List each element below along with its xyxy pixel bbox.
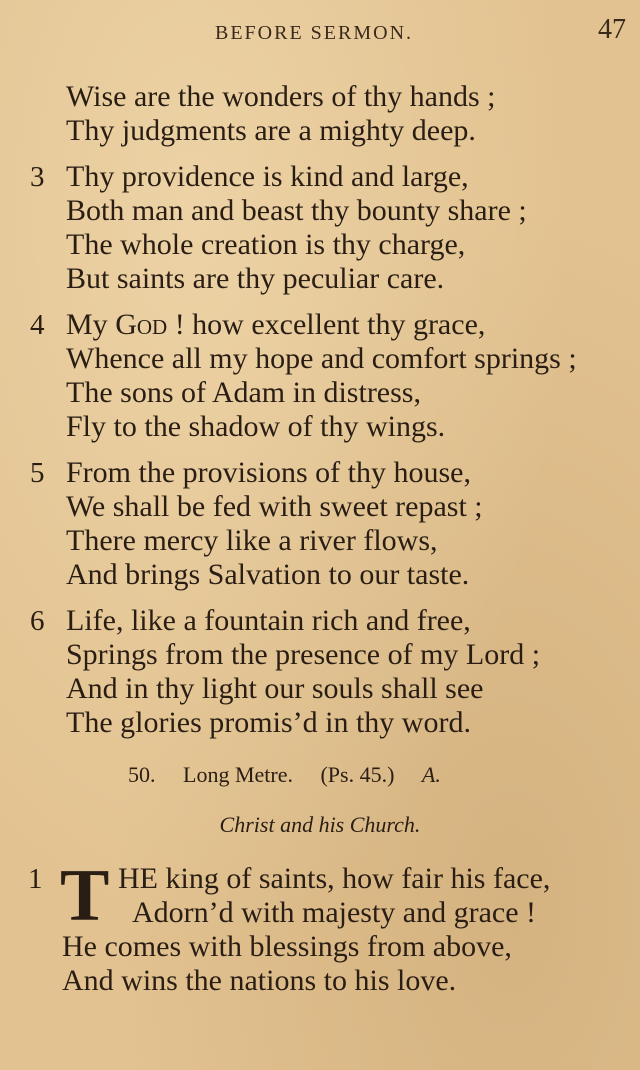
divine-name: God [115,308,168,341]
verse-line: Life, like a fountain rich and free, [66,604,471,637]
hymn-psalm-reference: (Ps. 45.) [320,762,395,787]
line-suffix: ! how excellent thy grace, [167,308,486,341]
stanza-4 [0,308,640,444]
verse-line: But saints are thy peculiar care. [66,262,445,295]
verse-line: And in thy light our souls shall see [66,672,484,705]
verse-line: Adorn’d with majesty and grace ! [132,896,537,929]
hymn-meter: Long Metre. [183,762,293,787]
verse-line: And wins the nations to his love. [62,964,457,997]
verse-line: The sons of Adam in distress, [66,376,421,409]
stanza-3 [0,160,640,296]
line-prefix: My [66,308,116,341]
verse-line: HE king of saints, how fair his face, [118,862,551,895]
verse-line: The whole creation is thy charge, [66,228,466,261]
page-number: 47 [598,14,626,45]
verse-line: Springs from the presence of my Lord ; [66,638,541,671]
verse-line: Both man and beast thy bounty share ; [66,194,527,227]
hymn-tune-mark: A. [421,762,441,787]
hymn-50-stanza-1 [0,855,640,998]
verse-line: The glories promis’d in thy word. [66,706,471,739]
stanza-5 [0,456,640,592]
hymn-title: Christ and his Church. [219,812,421,837]
verse-number: 5 [30,457,45,489]
verse-number: 4 [30,309,45,341]
verse-line: From the provisions of thy house, [66,456,471,489]
verse-line: We shall be fed with sweet repast ; [66,490,483,523]
verse-line: Thy judgments are a mighty deep. [66,114,476,147]
stanza-6 [0,604,640,740]
verse-number: 1 [28,863,43,895]
verse-number: 6 [30,605,45,637]
verse-line: Whence all my hope and comfort springs ; [66,342,577,375]
drop-cap: T [60,855,110,937]
verse-line: Fly to the shadow of thy wings. [66,410,446,443]
stanza-continued [0,80,640,148]
running-head: BEFORE SERMON. [215,22,414,44]
verse-number: 3 [30,161,45,193]
verse-line: There mercy like a river flows, [66,524,438,557]
verse-line [0,308,640,342]
hymn-number: 50. [128,762,156,787]
verse-line: He comes with blessings from above, [62,930,512,963]
verse-line: And brings Salvation to our taste. [66,558,470,591]
verse-line: Wise are the wonders of thy hands ; [66,80,496,113]
verses [0,80,640,752]
verse-line: Thy providence is kind and large, [66,160,469,193]
hymn-heading [128,762,463,788]
